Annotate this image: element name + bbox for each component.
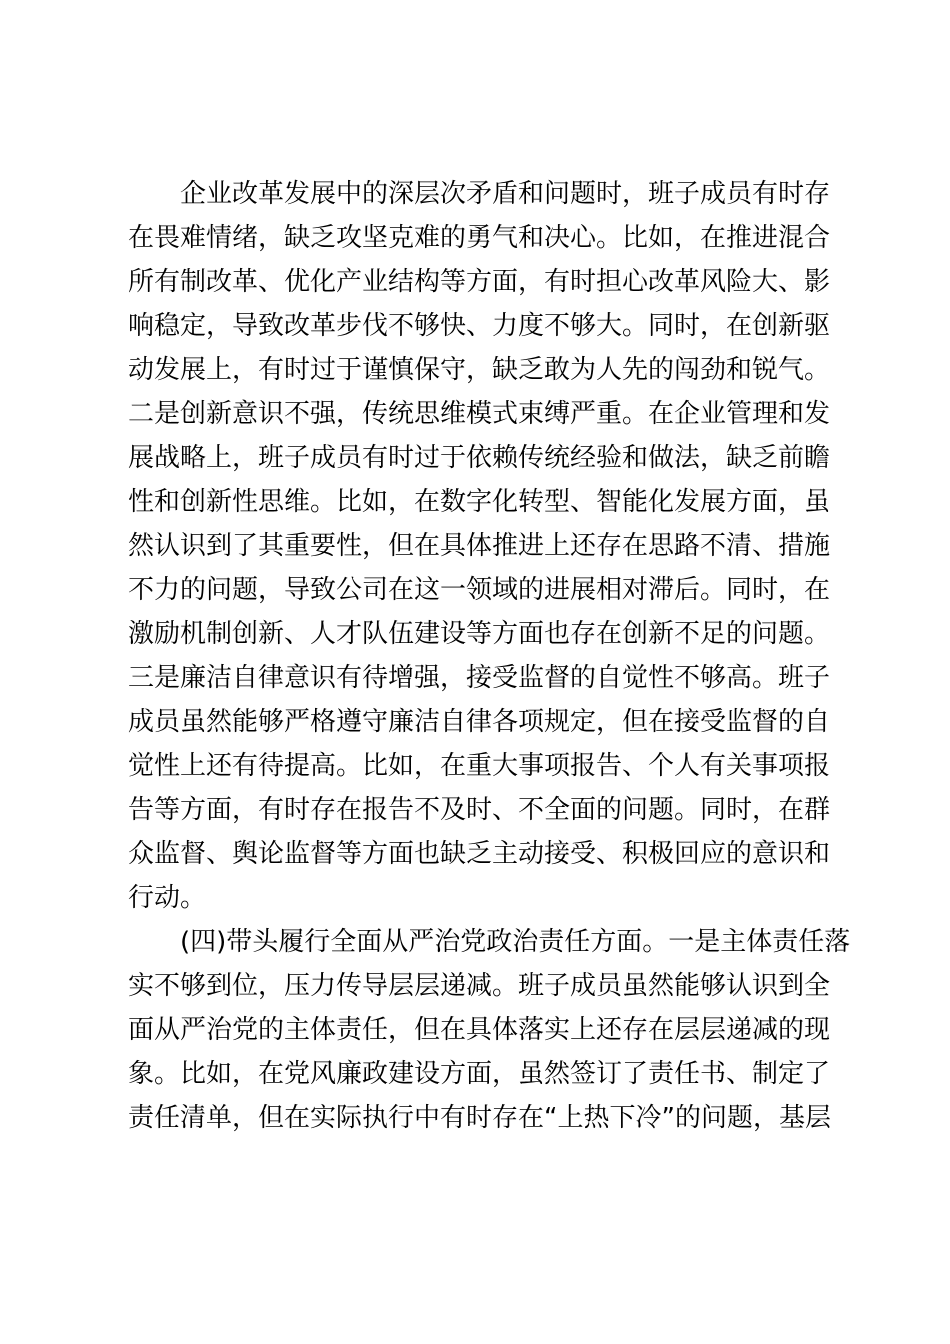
text-line: 告等方面，有时存在报告不及时、不全面的问题。同时，在群 <box>128 795 831 825</box>
text-line: 响稳定，导致改革步伐不够快、力度不够大。同时，在创新驱 <box>128 311 831 341</box>
text-line: 众监督、舆论监督等方面也缺乏主动接受、积极回应的意识和 <box>128 839 831 869</box>
text-line: 性和创新性思维。比如，在数字化转型、智能化发展方面，虽 <box>128 487 831 517</box>
text-line: 激励机制创新、人才队伍建设等方面也存在创新不足的问题。 <box>128 619 831 649</box>
text-line: (四)带头履行全面从严治党政治责任方面。一是主体责任落 <box>180 927 851 957</box>
text-line: 然认识到了其重要性，但在具体推进上还存在思路不清、措施 <box>128 531 831 561</box>
text-line: 所有制改革、优化产业结构等方面，有时担心改革风险大、影 <box>128 267 831 297</box>
text-line: 觉性上还有待提高。比如，在重大事项报告、个人有关事项报 <box>128 751 831 781</box>
text-line: 在畏难情绪，缺乏攻坚克难的勇气和决心。比如，在推进混合 <box>128 223 831 253</box>
text-line: 行动。 <box>128 883 207 913</box>
text-line: 责任清单，但在实际执行中有时存在“上热下冷”的问题，基层 <box>128 1103 831 1133</box>
text-line: 不力的问题，导致公司在这一领域的进展相对滞后。同时，在 <box>128 575 831 605</box>
text-line: 二是创新意识不强，传统思维模式束缚严重。在企业管理和发 <box>128 399 831 429</box>
text-line: 面从严治党的主体责任，但在具体落实上还存在层层递减的现 <box>128 1015 831 1045</box>
body-text <box>128 172 851 1140</box>
text-line: 动发展上，有时过于谨慎保守，缺乏敢为人先的闯劲和锐气。 <box>128 355 831 385</box>
text-line: 实不够到位，压力传导层层递减。班子成员虽然能够认识到全 <box>128 971 831 1001</box>
text-line: 展战略上，班子成员有时过于依赖传统经验和做法，缺乏前瞻 <box>128 443 831 473</box>
text-line: 象。比如，在党风廉政建设方面，虽然签订了责任书、制定了 <box>128 1059 831 1089</box>
text-line: 成员虽然能够严格遵守廉洁自律各项规定，但在接受监督的自 <box>128 707 831 737</box>
text-line: 企业改革发展中的深层次矛盾和问题时，班子成员有时存 <box>180 179 831 209</box>
text-line: 三是廉洁自律意识有待增强，接受监督的自觉性不够高。班子 <box>128 663 831 693</box>
